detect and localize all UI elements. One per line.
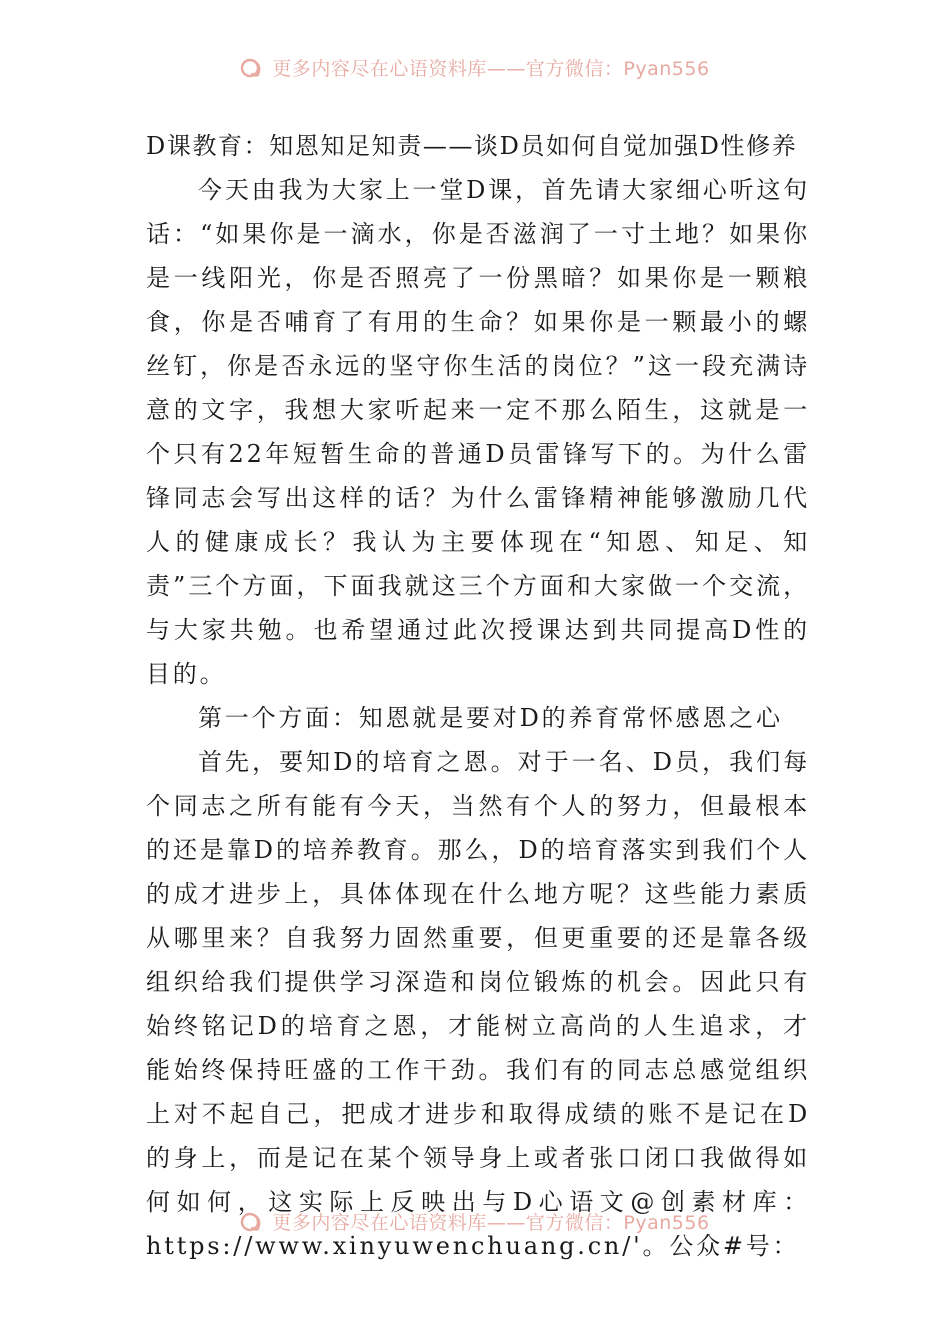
paragraph: 今天由我为大家上一堂D课，首先请大家细心听这句话：“如果你是一滴水，你是否滋润了一寸土地？如果你是一线阳光，你是否照亮了一份黑暗？如果你是一颗粮食，你是否哺育了有用的生命？如果你是一颗最小的螺丝钉，你是否永远的坚守你生活的岗位？”这一段充满诗意的文字，我想大家听起来一定不那么陌生，这就是一个只有22年短暂生命的普通D员雷锋写下的。为什么雷锋同志会写出这样的话？为什么雷锋精神能够激励几代人的健康成长？我认为主要体现在“知恩、知足、知责”三个方面，下面我就这三个方面和大家做一个交流，与大家共勉。也希望通过此次授课达到共同提高D性的目的。	[146, 176, 810, 688]
footer-watermark	[0, 1208, 950, 1238]
watermark-logo-icon	[240, 57, 266, 84]
section-heading: 第一个方面：知恩就是要对D的养育常怀感恩之心	[198, 704, 783, 732]
header-watermark	[0, 54, 950, 84]
document-title: D课教育：知恩知足知责——谈D员如何自觉加强D性修养	[146, 132, 798, 160]
watermark-text: 更多内容尽在心语资料库——官方微信：Pyan556	[272, 1212, 710, 1234]
watermark-text: 更多内容尽在心语资料库——官方微信：Pyan556	[272, 58, 710, 80]
watermark-logo-icon	[240, 1211, 266, 1238]
paragraph: 首先，要知D的培育之恩。对于一名、D员，我们每个同志之所有能有今天，当然有个人的努力，但最根本的还是靠D的培养教育。那么，D的培育落实到我们个人的成才进步上，具体体现在什么地方呢？这些能力素质从哪里来？自我努力固然重要，但更重要的还是靠各级组织给我们提供学习深造和岗位锻炼的机会。因此只有始终铭记D的培育之恩，才能树立高尚的人生追求，才能始终保持旺盛的工作干劲。我们有的同志总感觉组织上对不起自己，把成才进步和取得成绩的账不是记在D的身上，而是记在某个领导身上或者张口闭口我做得如何如何，这实际上反映出与D心语文@创素材库：https://www.xinyuwenchuang.cn/'。公众#号：	[146, 748, 810, 1260]
document-body	[146, 124, 810, 1268]
